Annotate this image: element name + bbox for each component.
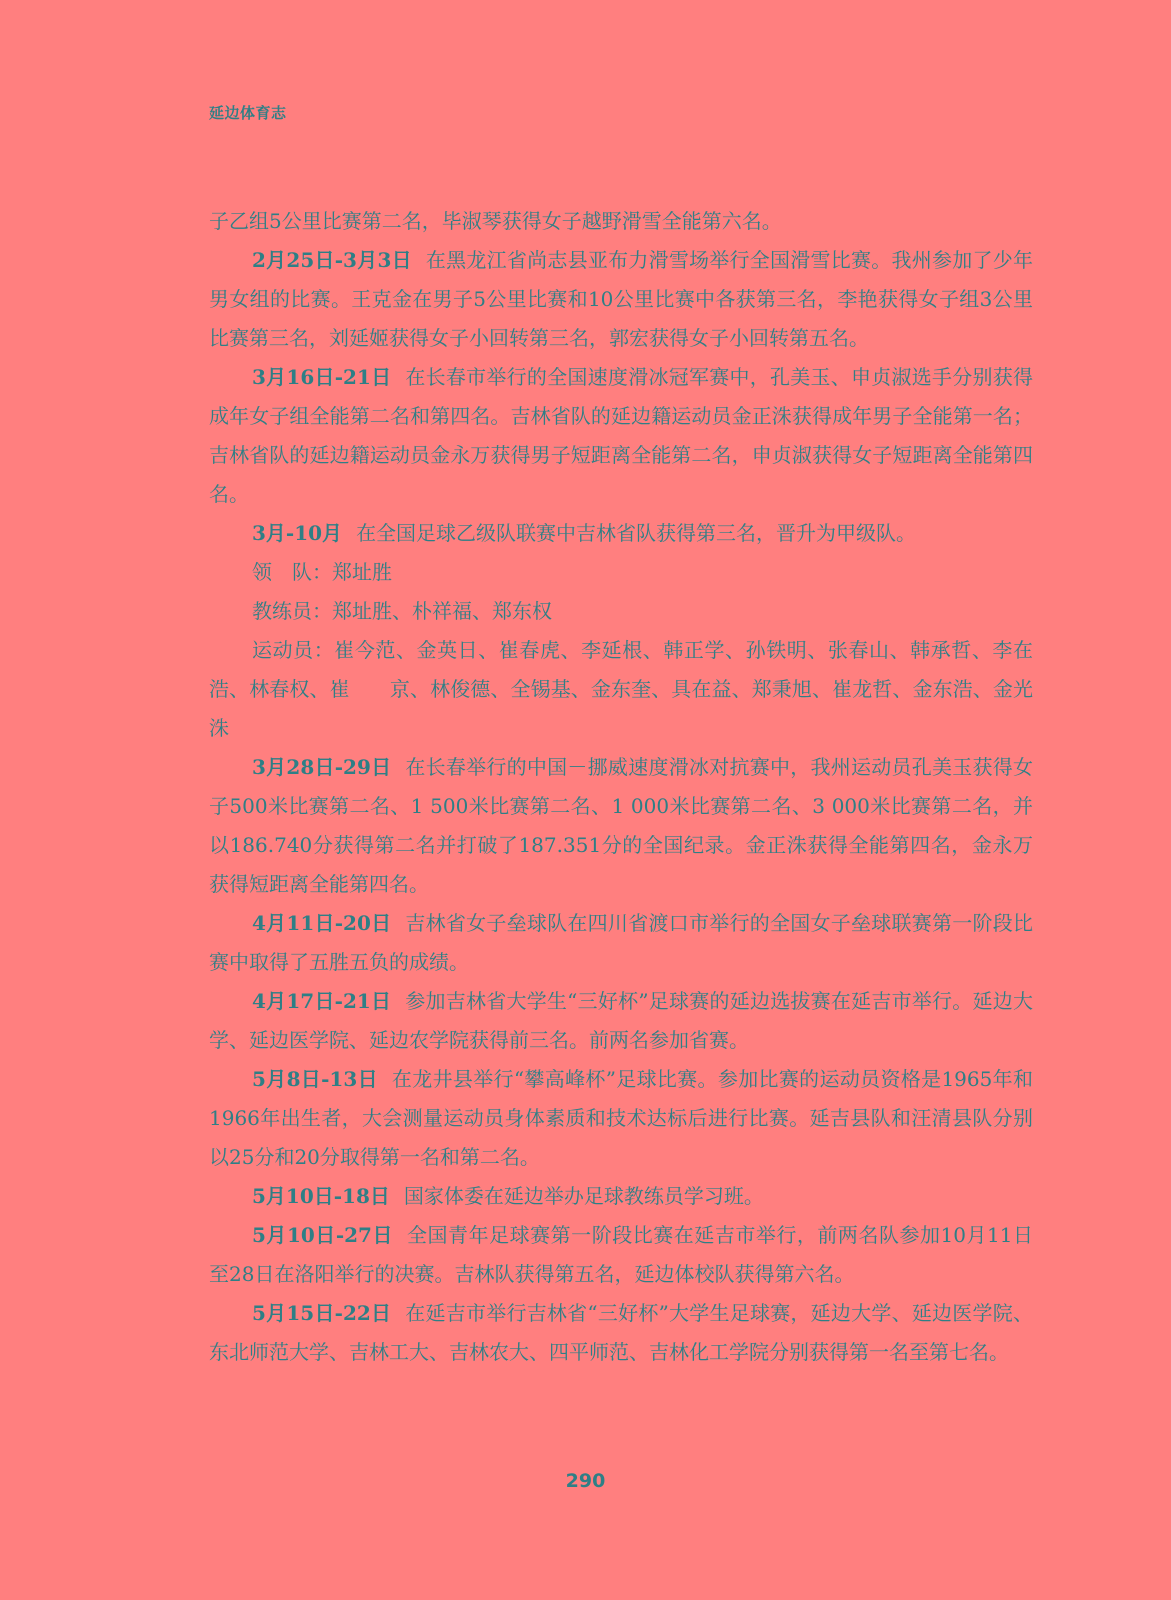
entry-date: 2月25日-3月3日 [252, 248, 412, 272]
entry-text: 在长春举行的中国－挪威速度滑冰对抗赛中，我州运动员孔美玉获得女子500米比赛第二名、1 500米比赛第二名、1 000米比赛第二名、3 000米比赛第二名，并以186.740分获得第二名并打破了187.351分的全国纪录。金正洙获得全能第四名，金永万获得短距离全能第四名。 [209, 755, 1033, 896]
entry-paragraph [209, 1177, 1033, 1216]
entry-paragraph [209, 241, 1033, 358]
entry-date: 5月10日-18日 [252, 1184, 390, 1208]
entry-paragraph [209, 1060, 1033, 1177]
entry-text: 在全国足球乙级队联赛中吉林省队获得第三名，晋升为甲级队。 [356, 521, 917, 545]
entry-paragraph [209, 748, 1033, 904]
entry-date: 5月15日-22日 [252, 1301, 392, 1325]
entry-paragraph [209, 1294, 1033, 1372]
entry-text: 在黑龙江省尚志县亚布力滑雪场举行全国滑雪比赛。我州参加了少年男女组的比赛。王克金在男子5公里比赛和10公里比赛中各获第三名，李艳获得女子组3公里比赛第三名，刘延姬获得女子小回转第三名，郭宏获得女子小回转第五名。 [209, 248, 1033, 350]
continuation-paragraph: 子乙组5公里比赛第二名，毕淑琴获得女子越野滑雪全能第六名。 [209, 209, 782, 233]
entry-date: 5月10日-27日 [252, 1223, 394, 1247]
entry-paragraph [209, 982, 1033, 1060]
entry-date: 4月17日-21日 [252, 989, 392, 1013]
entry-paragraph [209, 1216, 1033, 1294]
entry-text: 在龙井县举行“攀高峰杯”足球比赛。参加比赛的运动员资格是1965年和1966年出生者，大会测量运动员身体素质和技术达标后进行比赛。延吉县队和汪清县队分别以25分和20分取得第一名和第二名。 [209, 1067, 1033, 1169]
entry-paragraph [209, 904, 1033, 982]
entry-text: 在延吉市举行吉林省“三好杯”大学生足球赛，延边大学、延边医学院、东北师范大学、吉林工大、吉林农大、四平师范、吉林化工学院分别获得第一名至第七名。 [209, 1301, 1033, 1364]
entry-paragraph [209, 514, 1033, 553]
entry-date: 3月16日-21日 [252, 365, 392, 389]
entry-text: 在长春市举行的全国速度滑冰冠军赛中，孔美玉、申贞淑选手分别获得成年女子组全能第二名和第四名。吉林省队的延边籍运动员金正洙获得成年男子全能第一名；吉林省队的延边籍运动员金永万获得男子短距离全能第二名，申贞淑获得女子短距离全能第四名。 [209, 365, 1033, 506]
page-number: 290 [565, 1470, 606, 1492]
entry-text: 参加吉林省大学生“三好杯”足球赛的延边选拔赛在延吉市举行。延边大学、延边医学院、延边农学院获得前三名。前两名参加省赛。 [209, 989, 1033, 1052]
team-coaches-line: 教练员：郑址胜、朴祥福、郑东权 [252, 599, 552, 623]
running-header: 延边体育志 [209, 104, 287, 122]
entry-text: 全国青年足球赛第一阶段比赛在延吉市举行，前两名队参加10月11日至28日在洛阳举行的决赛。吉林队获得第五名，延边体校队获得第六名。 [209, 1223, 1033, 1286]
entry-date: 5月8日-13日 [252, 1067, 378, 1091]
team-leader-line: 领 队：郑址胜 [252, 560, 392, 584]
entry-paragraph [209, 358, 1033, 514]
entry-text: 国家体委在延边举办足球教练员学习班。 [403, 1184, 764, 1208]
team-athletes-line: 运动员：崔今范、金英日、崔春虎、李延根、韩正学、孙铁明、张春山、韩承哲、李在浩、林春权、崔 京、林俊德、全锡基、金东奎、具在益、郑秉旭、崔龙哲、金东浩、金光洙 [209, 638, 1033, 740]
body-text [209, 202, 1033, 1372]
entry-date: 4月11日-20日 [252, 911, 392, 935]
entry-date: 3月-10月 [252, 521, 343, 545]
entry-text: 吉林省女子垒球队在四川省渡口市举行的全国女子垒球联赛第一阶段比赛中取得了五胜五负的成绩。 [209, 911, 1033, 974]
entry-date: 3月28日-29日 [252, 755, 392, 779]
